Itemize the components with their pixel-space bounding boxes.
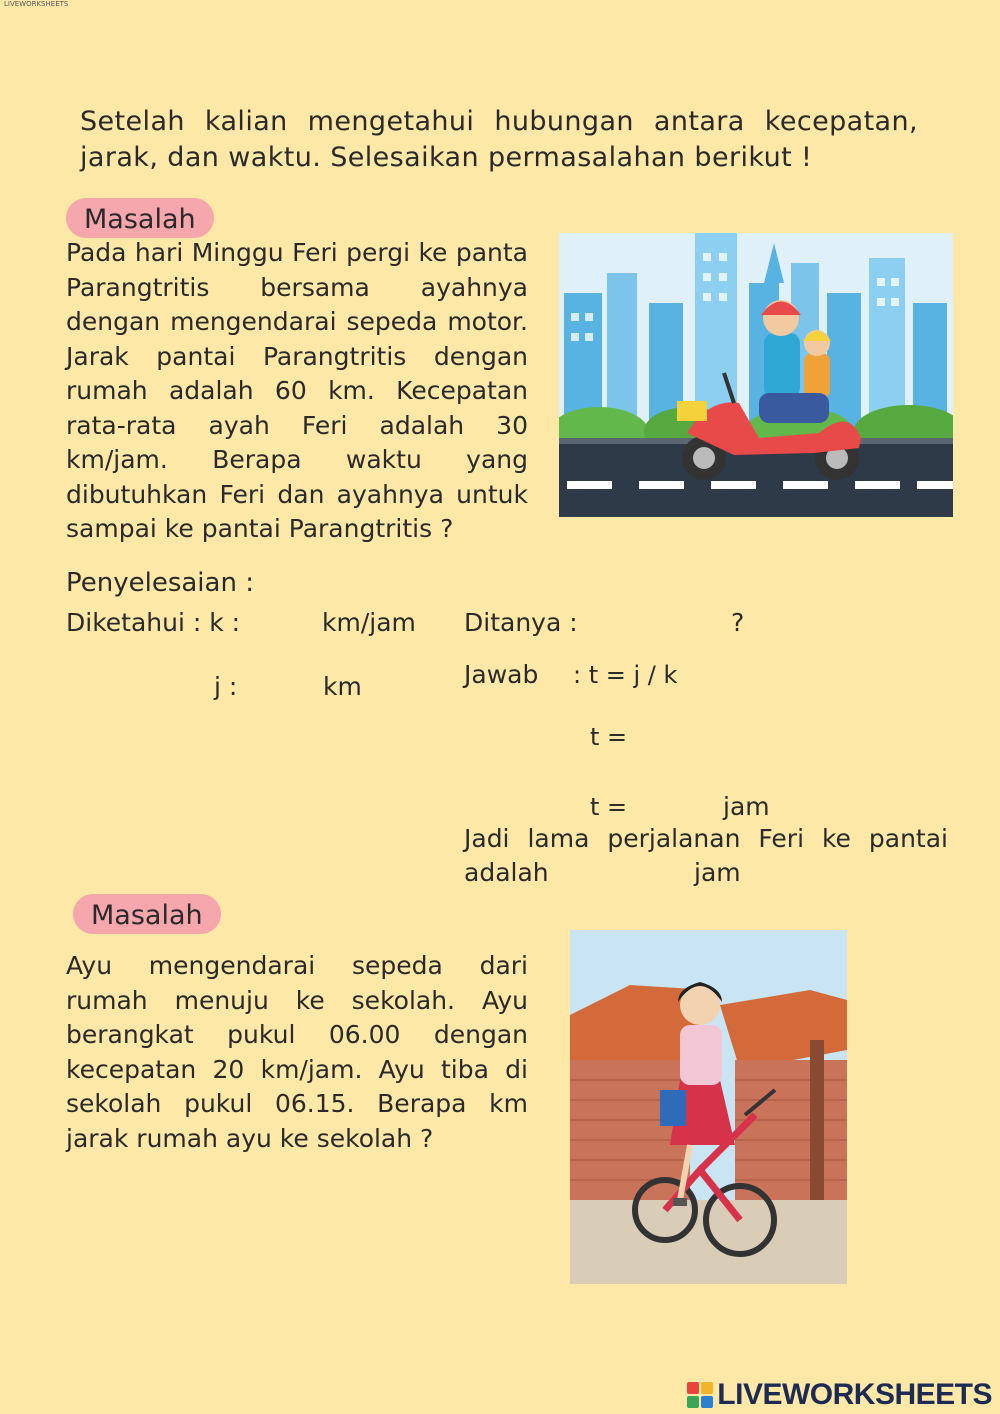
asked-mark: ? bbox=[731, 608, 745, 637]
conclusion-word: adalah bbox=[464, 858, 549, 887]
problem1-text: Pada hari Minggu Feri pergi ke panta Parangtritis bersama ayahnya dengan mengendarai sepeda motor. Jarak pantai Parangtritis dengan rumah adalah 60 km. Kecepatan rata-rata ayah Feri adalah 30 km/jam. Berapa waktu yang dibutuhkan Feri dan ayahnya untuk sampai ke pantai Parangtritis ? bbox=[66, 238, 528, 543]
answer-label: Jawab bbox=[464, 660, 539, 689]
bicycle-icon bbox=[570, 930, 847, 1284]
step1-text: t = bbox=[590, 723, 628, 751]
formula-text: : t = j / k bbox=[573, 661, 678, 689]
conclusion-unit: jam bbox=[694, 858, 741, 887]
conclusion-line1: Jadi lama perjalanan Feri ke pantai bbox=[464, 824, 948, 853]
masalah-badge-1: Masalah bbox=[66, 198, 214, 238]
known-k-unit: km/jam bbox=[322, 608, 416, 637]
known-j-label: j : bbox=[214, 672, 238, 701]
motorcycle-icon bbox=[559, 233, 953, 517]
asked-label: Ditanya : bbox=[464, 608, 578, 637]
step2-unit: jam bbox=[723, 792, 770, 821]
liveworksheets-logo[interactable] bbox=[687, 1378, 992, 1412]
motorcycle-city-illustration bbox=[559, 233, 953, 517]
girl-bicycle-illustration bbox=[570, 930, 847, 1284]
logo-text: LIVEWORKSHEETS bbox=[717, 1378, 992, 1411]
problem2-text: Ayu mengendarai sepeda dari rumah menuju ke sekolah. Ayu berangkat pukul 06.00 dengan kecepatan 20 km/jam. Ayu tiba di sekolah pukul 06.15. Berapa km jarak rumah ayu ke sekolah ? bbox=[66, 951, 528, 1153]
corner-watermark: LIVEWORKSHEETS bbox=[4, 0, 69, 8]
known-j-unit: km bbox=[323, 672, 362, 701]
step2-text: t = bbox=[590, 793, 628, 821]
logo-icon bbox=[687, 1382, 713, 1408]
intro-text: Setelah kalian mengetahui hubungan antara kecepatan, jarak, dan waktu. Selesaikan permasalahan berikut ! bbox=[80, 106, 918, 173]
masalah-badge-2: Masalah bbox=[73, 894, 221, 934]
known-k-label: Diketahui : k : bbox=[66, 608, 241, 637]
solution-heading: Penyelesaian : bbox=[66, 568, 254, 598]
